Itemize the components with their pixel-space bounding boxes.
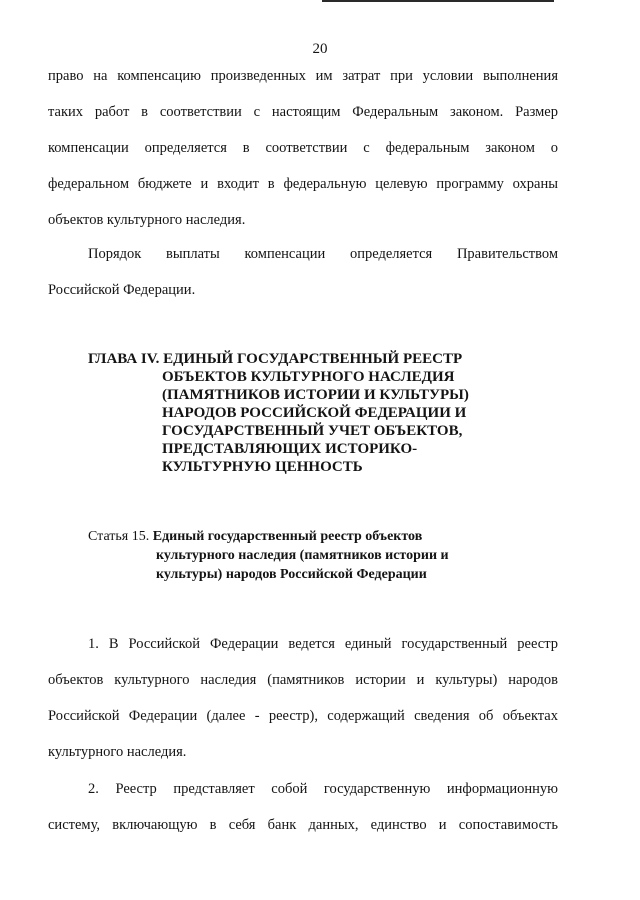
chapter-title-line: ГОСУДАРСТВЕННЫЙ УЧЕТ ОБЪЕКТОВ, — [162, 423, 463, 439]
chapter-label: ГЛАВА IV. — [88, 351, 160, 367]
text-line: 2. Реестр представляет собой государственную информационную — [88, 781, 558, 797]
text-line: право на компенсацию произведенных им затрат при условии выполнения — [48, 68, 558, 84]
text-line: Российской Федерации. — [48, 282, 196, 298]
article-label: Статья 15. — [88, 529, 150, 544]
chapter-title-line: КУЛЬТУРНУЮ ЦЕННОСТЬ — [162, 459, 363, 475]
text-line: Российской Федерации (далее - реестр), содержащий сведения об объектах — [48, 708, 558, 724]
chapter-title-line: ОБЪЕКТОВ КУЛЬТУРНОГО НАСЛЕДИЯ — [162, 369, 455, 385]
text-line: компенсации определяется в соответствии с федеральным законом о — [48, 140, 558, 156]
chapter-title-line: ЕДИНЫЙ ГОСУДАРСТВЕННЫЙ РЕЕСТР — [163, 351, 463, 367]
page-number: 20 — [312, 41, 328, 57]
article-title-line: культурного наследия (памятников истории и — [156, 548, 449, 563]
top-rule — [322, 0, 554, 2]
text-line: Порядок выплаты компенсации определяется Правительством — [88, 246, 558, 262]
chapter-title-line: НАРОДОВ РОССИЙСКОЙ ФЕДЕРАЦИИ И — [162, 405, 467, 421]
text-line: объектов культурного наследия (памятников истории и культуры) народов — [48, 672, 558, 688]
text-line: федеральном бюджете и входит в федеральную целевую программу охраны — [48, 176, 558, 192]
text-line: систему, включающую в себя банк данных, единство и сопоставимость — [48, 817, 558, 833]
chapter-title-line: ПРЕДСТАВЛЯЮЩИХ ИСТОРИКО- — [162, 441, 418, 457]
article-title-line: Единый государственный реестр объектов — [152, 529, 423, 544]
chapter-title-line: (ПАМЯТНИКОВ ИСТОРИИ И КУЛЬТУРЫ) — [162, 387, 469, 403]
text-line: культурного наследия. — [48, 744, 187, 760]
article-title-line: культуры) народов Российской Федерации — [156, 567, 427, 582]
text-line: 1. В Российской Федерации ведется единый государственный реестр — [88, 636, 558, 652]
text-line: объектов культурного наследия. — [48, 212, 246, 228]
text-line: таких работ в соответствии с настоящим Федеральным законом. Размер — [48, 104, 558, 120]
